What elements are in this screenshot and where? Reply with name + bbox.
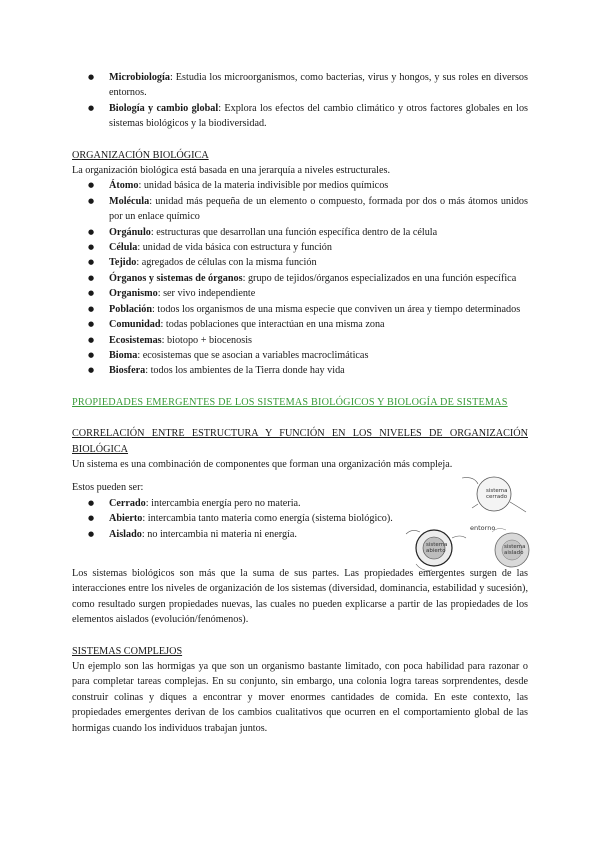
- svg-text:cerrado: cerrado: [486, 494, 508, 501]
- emergent-paragraph: Los sistemas biológicos son más que la suma de sus partes. Las propiedades emergentes surgen de las interacciones entre los niveles de organización de los sistemas (diversidad, dominancia, estabilidad y sucesión), como resultado surgen propiedades nuevas, las cuales no pueden explicarse a partir de las propiedades de los elementos aislados (evolución/fenómenos).: [72, 567, 528, 626]
- systems-block: [72, 480, 528, 557]
- org-intro: La organización biológica está basada en una jerarquía a niveles estructurales.: [72, 165, 391, 177]
- open-system-figure: [406, 530, 466, 570]
- list-item: ● Abierto: intercambia tanto materia como energía (sistema biológico).: [72, 511, 432, 526]
- svg-text:entorno: entorno: [470, 524, 496, 533]
- closed-system-figure: [462, 477, 526, 512]
- org-bullet-list: [72, 178, 528, 378]
- section-heading-correlacion: CORRELACIÓN ENTRE ESTRUCTURA Y FUNCIÓN EN LOS NIVELES DE ORGANIZACIÓN BIOLÓGICA: [72, 428, 528, 455]
- list-item: ● Ecosistemas: biotopo + biocenosis: [72, 333, 528, 348]
- section-heading-organizacion: ORGANIZACIÓN BIOLÓGICA: [72, 149, 209, 161]
- top-bullet-list: [72, 70, 528, 132]
- svg-text:aislado: aislado: [504, 550, 524, 557]
- list-item: ● Población: todos los organismos de una misma especie que conviven un área y tiempo determinados: [72, 302, 528, 317]
- svg-text:sistema: sistema: [504, 544, 526, 551]
- svg-text:abierto: abierto: [426, 548, 446, 555]
- list-item: ● Tejido: agregados de células con la misma función: [72, 255, 528, 270]
- isolated-system-figure: [492, 529, 529, 568]
- list-item: ● Microbiología: Estudia los microorganismos, como bacterias, virus y hongos, y sus roles en diversos entornos.: [72, 70, 528, 101]
- list-item: ● Biología y cambio global: Explora los efectos del cambio climático y otros factores globales en los sistemas biológicos y la biodiversidad.: [72, 101, 528, 132]
- systems-diagram: [402, 472, 542, 578]
- svg-text:sistema: sistema: [426, 542, 448, 549]
- systems-lead: Estos pueden ser:: [72, 482, 144, 494]
- document-page: [72, 70, 528, 736]
- list-item: ● Comunidad: todas poblaciones que interactúan en una misma zona: [72, 317, 528, 332]
- svg-text:sistema: sistema: [486, 488, 508, 495]
- list-item: ● Órganos y sistemas de órganos: grupo de tejidos/órganos especializados en una función específica: [72, 271, 528, 286]
- section-heading-complejos: SISTEMAS COMPLEJOS: [72, 645, 183, 657]
- list-item: ● Organismo: ser vivo independiente: [72, 286, 528, 301]
- list-item: ● Orgánulo: estructuras que desarrollan una función específica dentro de la célula: [72, 225, 528, 240]
- list-item: ● Biosfera: todos los ambientes de la Tierra donde hay vida: [72, 363, 528, 378]
- list-item: ● Bioma: ecosistemas que se asocian a variables macroclimáticas: [72, 348, 528, 363]
- section-heading-propiedades: PROPIEDADES EMERGENTES DE LOS SISTEMAS BIOLÓGICOS Y BIOLOGÍA DE SISTEMAS: [72, 396, 508, 408]
- systems-bullet-list: [72, 496, 432, 542]
- correlation-intro: Un sistema es una combinación de componentes que forman una organización más compleja.: [72, 458, 453, 470]
- list-item: ● Molécula: unidad más pequeña de un elemento o compuesto, formada por dos o más átomos unidos por un enlace químico: [72, 194, 528, 225]
- list-item: ● Aislado: no intercambia ni materia ni energía.: [72, 527, 432, 542]
- complex-paragraph: Un ejemplo son las hormigas ya que son un organismo bastante limitado, con poca habilidad para razonar o para completar tareas complejas. En su conjunto, sin embargo, una colonia logra tareas sorprendentes, desde construir colinas y diques a encontrar y mover enormes cantidades de comida. En este contexto, las propiedades emergentes derivan de los cambios cualitativos que ocurren en el comportamiento global de las hormigas cuando los individuos trabajan juntos.: [72, 661, 528, 734]
- list-item: ● Cerrado: intercambia energía pero no materia.: [72, 496, 432, 511]
- list-item: ● Átomo: unidad básica de la materia indivisible por medios químicos: [72, 178, 528, 193]
- list-item: ● Célula: unidad de vida básica con estructura y función: [72, 240, 528, 255]
